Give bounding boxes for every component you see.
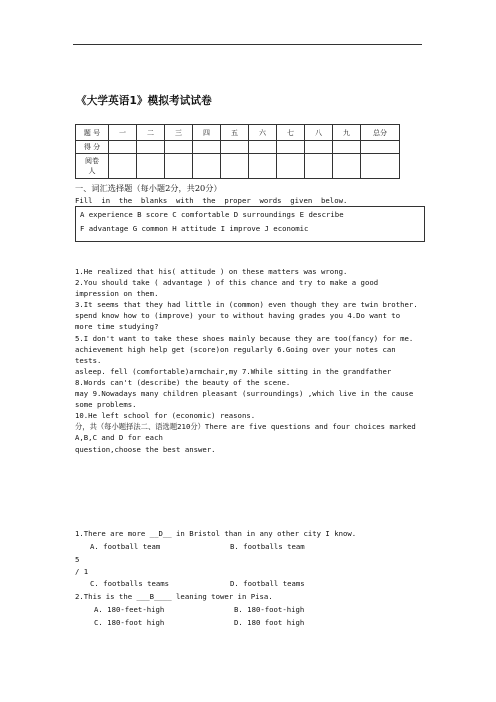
question-stem: 2.This is the ___B____ leaning tower in Pisa.	[75, 592, 273, 601]
header-rule	[73, 44, 422, 45]
option-b: B. 180-foot-high	[234, 605, 305, 614]
sentence: 3.It seems that they had little in (common) even though they are twin brother.	[75, 300, 418, 310]
sentence: 5.I don't want to take these shoes mainly because they are too(fancy) for me.	[75, 333, 414, 343]
sentence: may 9.Nowadays many children pleasant (surroundings) ,which live in the cause some problems.	[75, 389, 414, 410]
question-stem: 1.There are more __D__ in Bristol than in any other city I know.	[75, 529, 357, 538]
option-d: D. 180 foot high	[234, 618, 305, 627]
sentence: 10.He left school for (economic) reasons.	[75, 411, 256, 421]
sentence: 2.You should take ( advantage ) of this chance and try to make a good impression on them.	[75, 278, 379, 299]
sentence: achievement high help get (score)on regularly 6.Going over your notes can tests.	[75, 344, 396, 365]
stray-text: 5	[75, 555, 80, 564]
sentences-block	[75, 266, 425, 455]
score-cell: 总分	[361, 125, 400, 141]
option-b: B. footballs team	[230, 542, 305, 551]
sentence: 1.He realized that his( attitude ) on these matters was wrong.	[75, 267, 348, 276]
score-cell: 八	[305, 125, 333, 141]
score-cell: 五	[221, 125, 249, 141]
score-cell: 题 号	[76, 125, 109, 141]
score-cell: 二	[137, 125, 165, 141]
option-c: C. footballs teams	[90, 579, 170, 588]
score-cell: 一	[109, 125, 137, 141]
section-two-intro: 分，共（每小题择法二、语选题210分）There are five questions and four choices marked A,B,C and D for each	[75, 422, 416, 443]
word-bank-row: A experience B score C comfortable D surroundings E describe	[80, 210, 344, 219]
sentence: asleep. fell (comfortable)armchair,my 7.While sitting in the grandfather 8.Words can't (describe) the beauty of the scene.	[75, 366, 392, 387]
score-table	[75, 124, 400, 179]
option-a: A. 180-feet-high	[94, 605, 165, 614]
option-d: D. football teams	[230, 579, 305, 588]
score-cell: 三	[165, 125, 193, 141]
score-cell: 九	[333, 125, 361, 141]
score-table-header-row	[76, 125, 400, 141]
section-two-intro: question,choose the best answer.	[75, 444, 216, 454]
sentence: spend know how to (improve) your to without having grades you 4.Do want to	[75, 311, 401, 321]
section-heading: 一、词汇选择题（每小题2分，共20分）	[75, 183, 222, 193]
sentence: more time studying?	[75, 322, 159, 332]
word-bank-row: F advantage G common H attitude I improve J economic	[80, 224, 309, 233]
stray-text: / 1	[75, 567, 89, 576]
option-a: A. football team	[90, 542, 161, 551]
section-instruction: Fill in the blanks with the proper words given below.	[75, 196, 348, 205]
score-cell: 四	[193, 125, 221, 141]
grader-row-label: 阅卷 人	[76, 154, 109, 179]
score-row-label: 得 分	[76, 141, 109, 154]
option-c: C. 180-foot high	[94, 618, 165, 627]
score-table-grader-row	[76, 154, 400, 179]
score-cell: 七	[277, 125, 305, 141]
score-cell: 六	[249, 125, 277, 141]
page-title: 《大学英语1》模拟考试试卷	[76, 95, 212, 107]
score-table-score-row	[76, 141, 400, 154]
word-bank-box	[75, 206, 425, 242]
